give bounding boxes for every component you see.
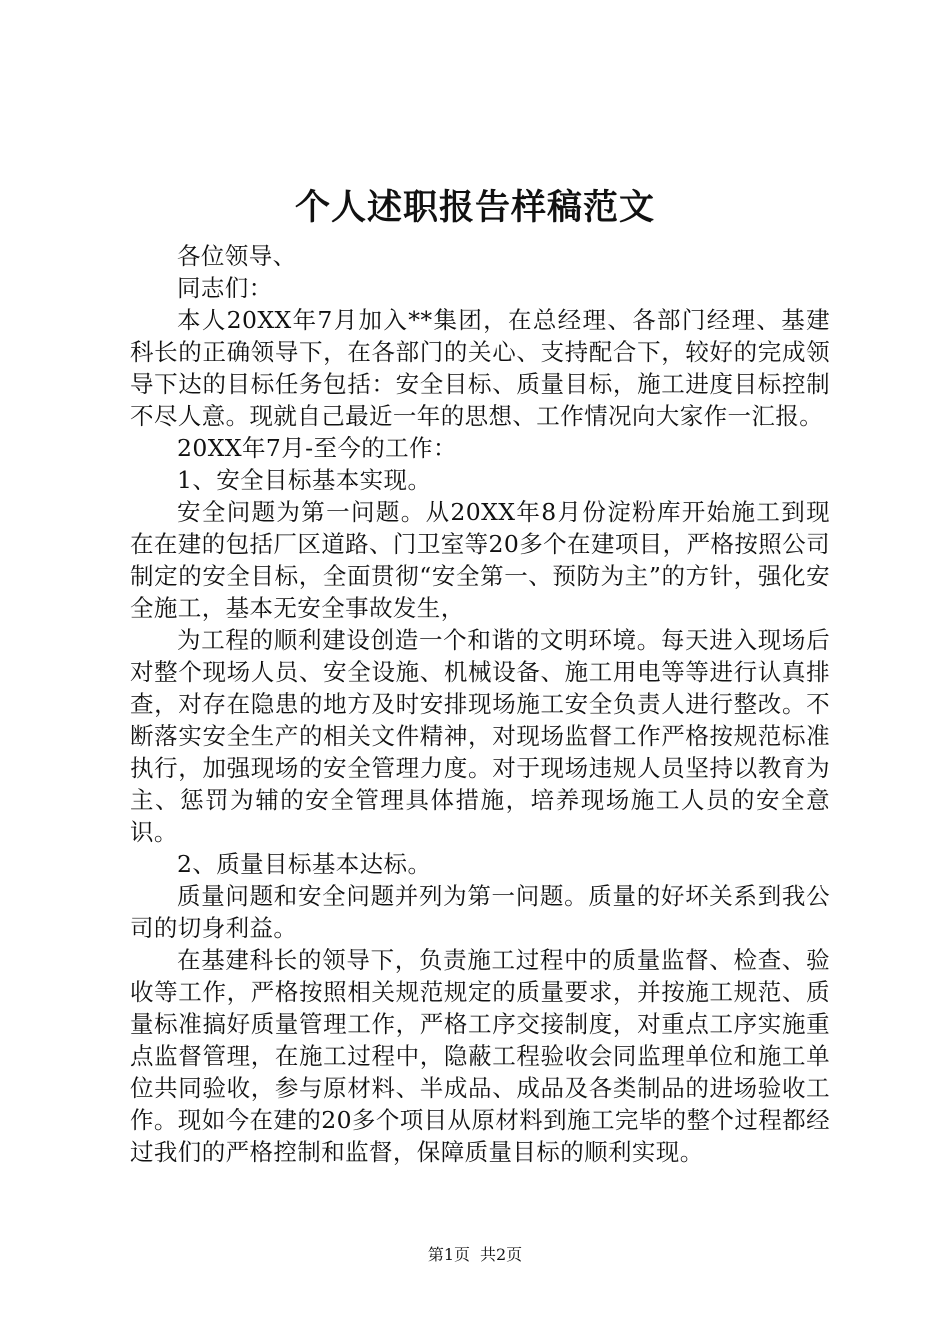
- paragraph-quality-1: 质量问题和安全问题并列为第一问题。质量的好坏关系到我公司的切身利益。: [130, 882, 830, 942]
- document-body: [130, 240, 830, 1168]
- section-heading-safety: 1、安全目标基本实现。: [177, 466, 432, 494]
- paragraph-intro: 本人20XX年7月加入**集团，在总经理、各部门经理、基建科长的正确领导下，在各部门的关心、支持配合下，较好的完成领导下达的目标任务包括：安全目标、质量目标，施工进度目标控制不尽人意。现就自己最近一年的思想、工作情况向大家作一汇报。: [130, 306, 830, 430]
- page-number-current: 第1页: [427, 1245, 470, 1264]
- paragraph-safety-2: 为工程的顺利建设创造一个和谐的文明环境。每天进入现场后对整个现场人员、安全设施、机械设备、施工用电等等进行认真排查，对存在隐患的地方及时安排现场施工安全负责人进行整改。不断落实安全生产的相关文件精神，对现场监督工作严格按规范标准执行，加强现场的安全管理力度。对于现场违规人员坚持以教育为主、惩罚为辅的安全管理具体措施，培养现场施工人员的安全意识。: [130, 626, 830, 846]
- paragraph-quality-2: 在基建科长的领导下，负责施工过程中的质量监督、检查、验收等工作，严格按照相关规范规定的质量要求，并按施工规范、质量标准搞好质量管理工作，严格工序交接制度，对重点工序实施重点监督管理，在施工过程中，隐蔽工程验收会同监理单位和施工单位共同验收，参与原材料、半成品、成品及各类制品的进场验收工作。现如今在建的20多个项目从原材料到施工完毕的整个过程都经过我们的严格控制和监督，保障质量目标的顺利实现。: [130, 946, 830, 1166]
- section-heading-work: 20XX年7月-至今的工作：: [177, 434, 457, 462]
- document-title: 个人述职报告样稿范文: [294, 187, 655, 228]
- salutation-line-1: 各位领导、: [177, 242, 297, 270]
- page-footer: [0, 1244, 950, 1266]
- paragraph-safety-1: 安全问题为第一问题。从20XX年8月份淀粉库开始施工到现在在建的包括厂区道路、门卫室等20多个在建项目，严格按照公司制定的安全目标，全面贯彻“安全第一、预防为主”的方针，强化安全施工，基本无安全事故发生，: [130, 498, 830, 622]
- salutation-line-2: 同志们：: [177, 274, 273, 302]
- section-heading-quality: 2、质量目标基本达标。: [177, 850, 432, 878]
- page-number-total: 共2页: [480, 1245, 523, 1264]
